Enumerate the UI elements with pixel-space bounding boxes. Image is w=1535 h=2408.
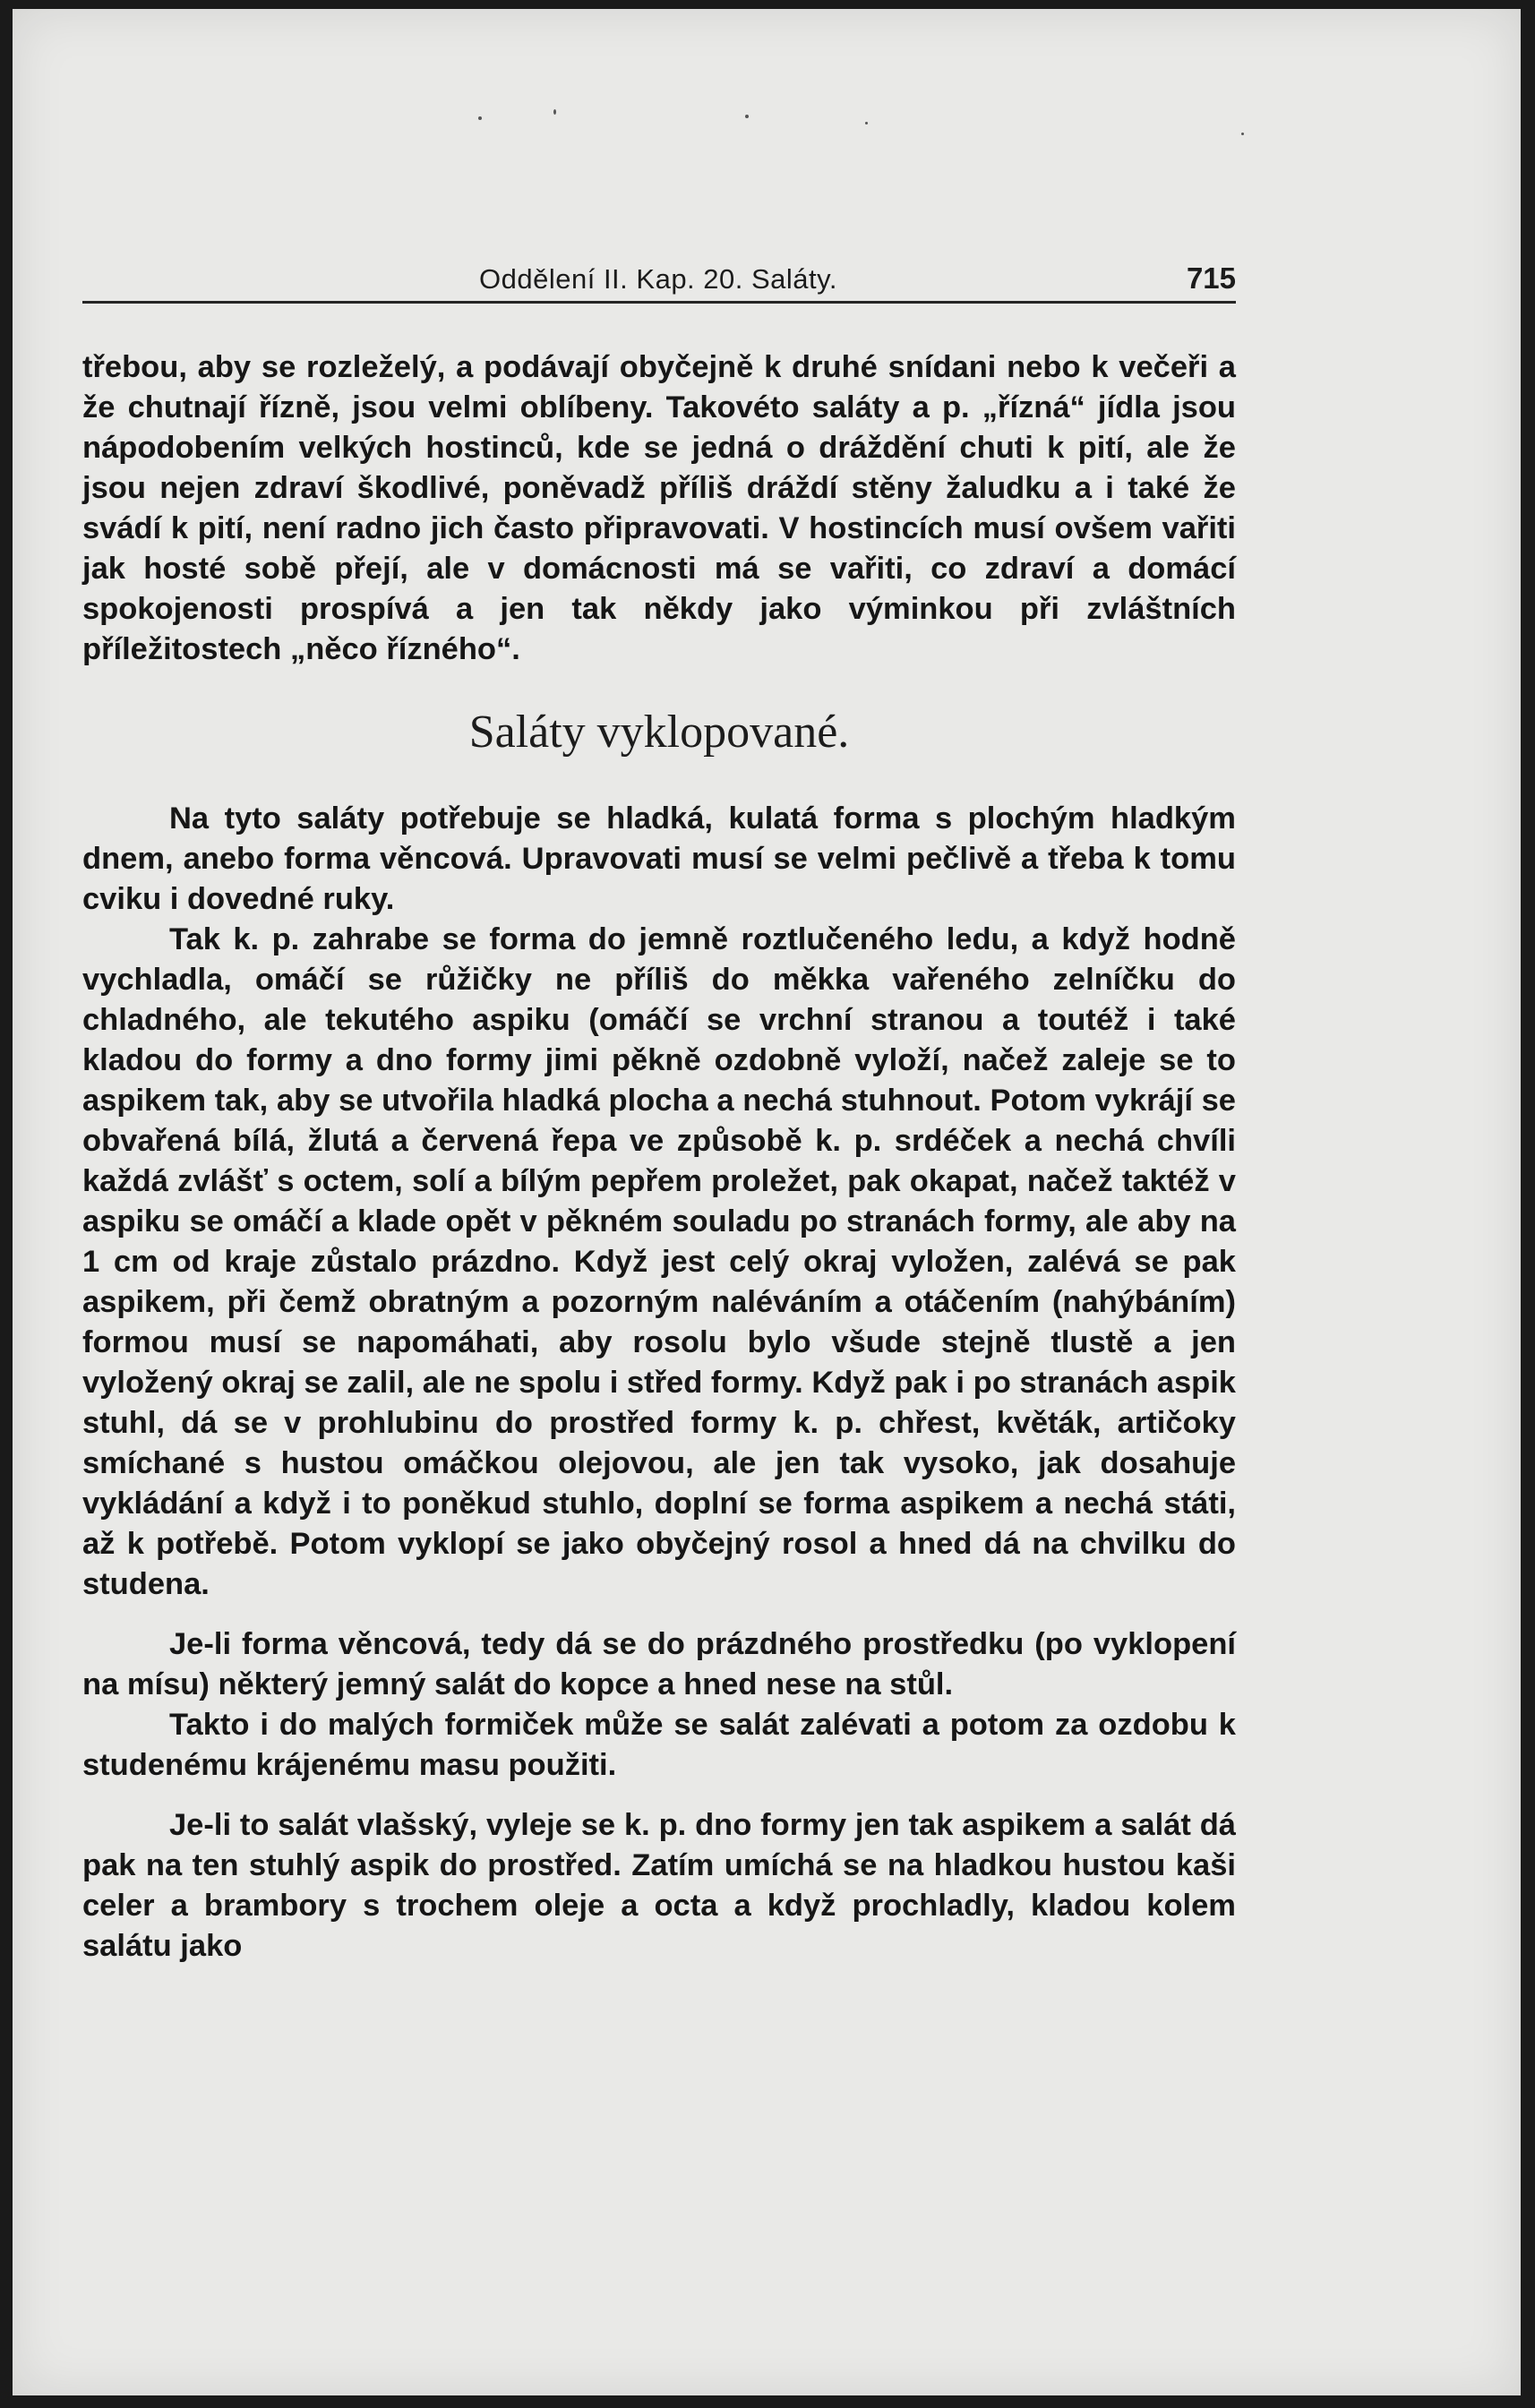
page-number: 715 bbox=[1186, 261, 1236, 295]
page-header bbox=[81, 260, 1236, 304]
paragraph: Takto i do malých formiček může se salát zalévati a potom za ozdobu k studenému krájenému masu použiti. bbox=[82, 1708, 1236, 1782]
section-title: Saláty vyklopované. bbox=[468, 707, 850, 758]
paragraph: Na tyto saláty potřebuje se hladká, kulatá forma s plochým hladkým dnem, anebo forma věncová. Upravovati musí se velmi pečlivě a třeba k tomu cviku i dovedné ruky. bbox=[82, 801, 1236, 916]
print-speck bbox=[478, 116, 482, 120]
running-head: Oddělení II. Kap. 20. Saláty. bbox=[479, 263, 837, 295]
print-speck bbox=[553, 109, 556, 115]
header-rule bbox=[82, 301, 1236, 304]
print-speck bbox=[745, 115, 749, 118]
paragraph: Tak k. p. zahrabe se forma do jemně roztlučeného ledu, a když hodně vychladla, omáčí se růžičky ne příliš do měkka vařeného zelníčku do chladného, ale tekutého aspiku (omáčí se vrchní stranou a toutéž i také kladou do formy a dno formy jimi pěkně ozdobně vyloží, načež zaleje se to aspikem tak, aby se utvořila hladká plocha a nechá stuhnout. Potom vykrájí se obvařená bílá, žlutá a červená řepa ve způsobě k. p. srdéček a nechá chvíli každá zvlášť s octem, solí a bílým pepřem proležet, pak okapat, načež taktéž v aspiku se omáčí a klade opět v pěkném souladu po stranách formy, ale aby na 1 cm od kraje zůstalo prázdno. Když jest celý okraj vyložen, zalévá se pak aspikem, při čemž obratným a pozorným naléváním a otáčením (nahýbáním) formou musí se napomáhati, aby rosolu bylo všude stejně tlustě a jen vyložený okraj se zalil, ale ne spolu i střed formy. Když pak i po stranách aspik stuhl, dá se v prohlubinu do prostřed formy k. p. chřest, květák, artičoky smíchané s hustou omáčkou olejovou, ale jen tak vysoko, jak dosahuje vykládání a když i to poněkud stuhlo, doplní se forma aspikem a nechá státi, až k potřebě. Potom vyklopí se jako obyčejný rosol a hned dá na chvilku do studena. bbox=[82, 922, 1236, 1601]
print-speck bbox=[1241, 133, 1244, 135]
paragraph: Je-li to salát vlašský, vyleje se k. p. dno formy jen tak aspikem a salát dá pak na ten stuhlý aspik do prostřed. Zatím umíchá se na hladkou hustou kaši celer a brambory s trochem oleje a octa a když prochladly, kladou kolem salátu jako bbox=[82, 1808, 1236, 1963]
print-speck bbox=[865, 122, 868, 124]
intro-paragraph: třebou, aby se rozleželý, a podávají obyčejně k druhé snídani nebo k večeři a že chutnají řízně, jsou velmi oblíbeny. Takovéto saláty a p. „řízná“ jídla jsou nápodobením velkých hostinců, kde se jedná o dráždění chuti k pití, ale že jsou nejen zdraví škodlivé, poněvadž příliš dráždí stěny žaludku a i také že svádí k pití, není radno jich často připravovati. V hostincích musí ovšem vařiti jak hosté sobě přejí, ale v domácnosti má se vařiti, co zdraví a domácí spokojenosti prospívá a jen tak někdy jako výminkou při zvláštních příležitostech „něco řízného“. bbox=[82, 350, 1236, 666]
paragraph: Je-li forma věncová, tedy dá se do prázdného prostředku (po vyklopení na mísu) některý jemný salát do kopce a hned nese na stůl. bbox=[82, 1627, 1236, 1701]
page-body bbox=[82, 347, 1236, 1967]
